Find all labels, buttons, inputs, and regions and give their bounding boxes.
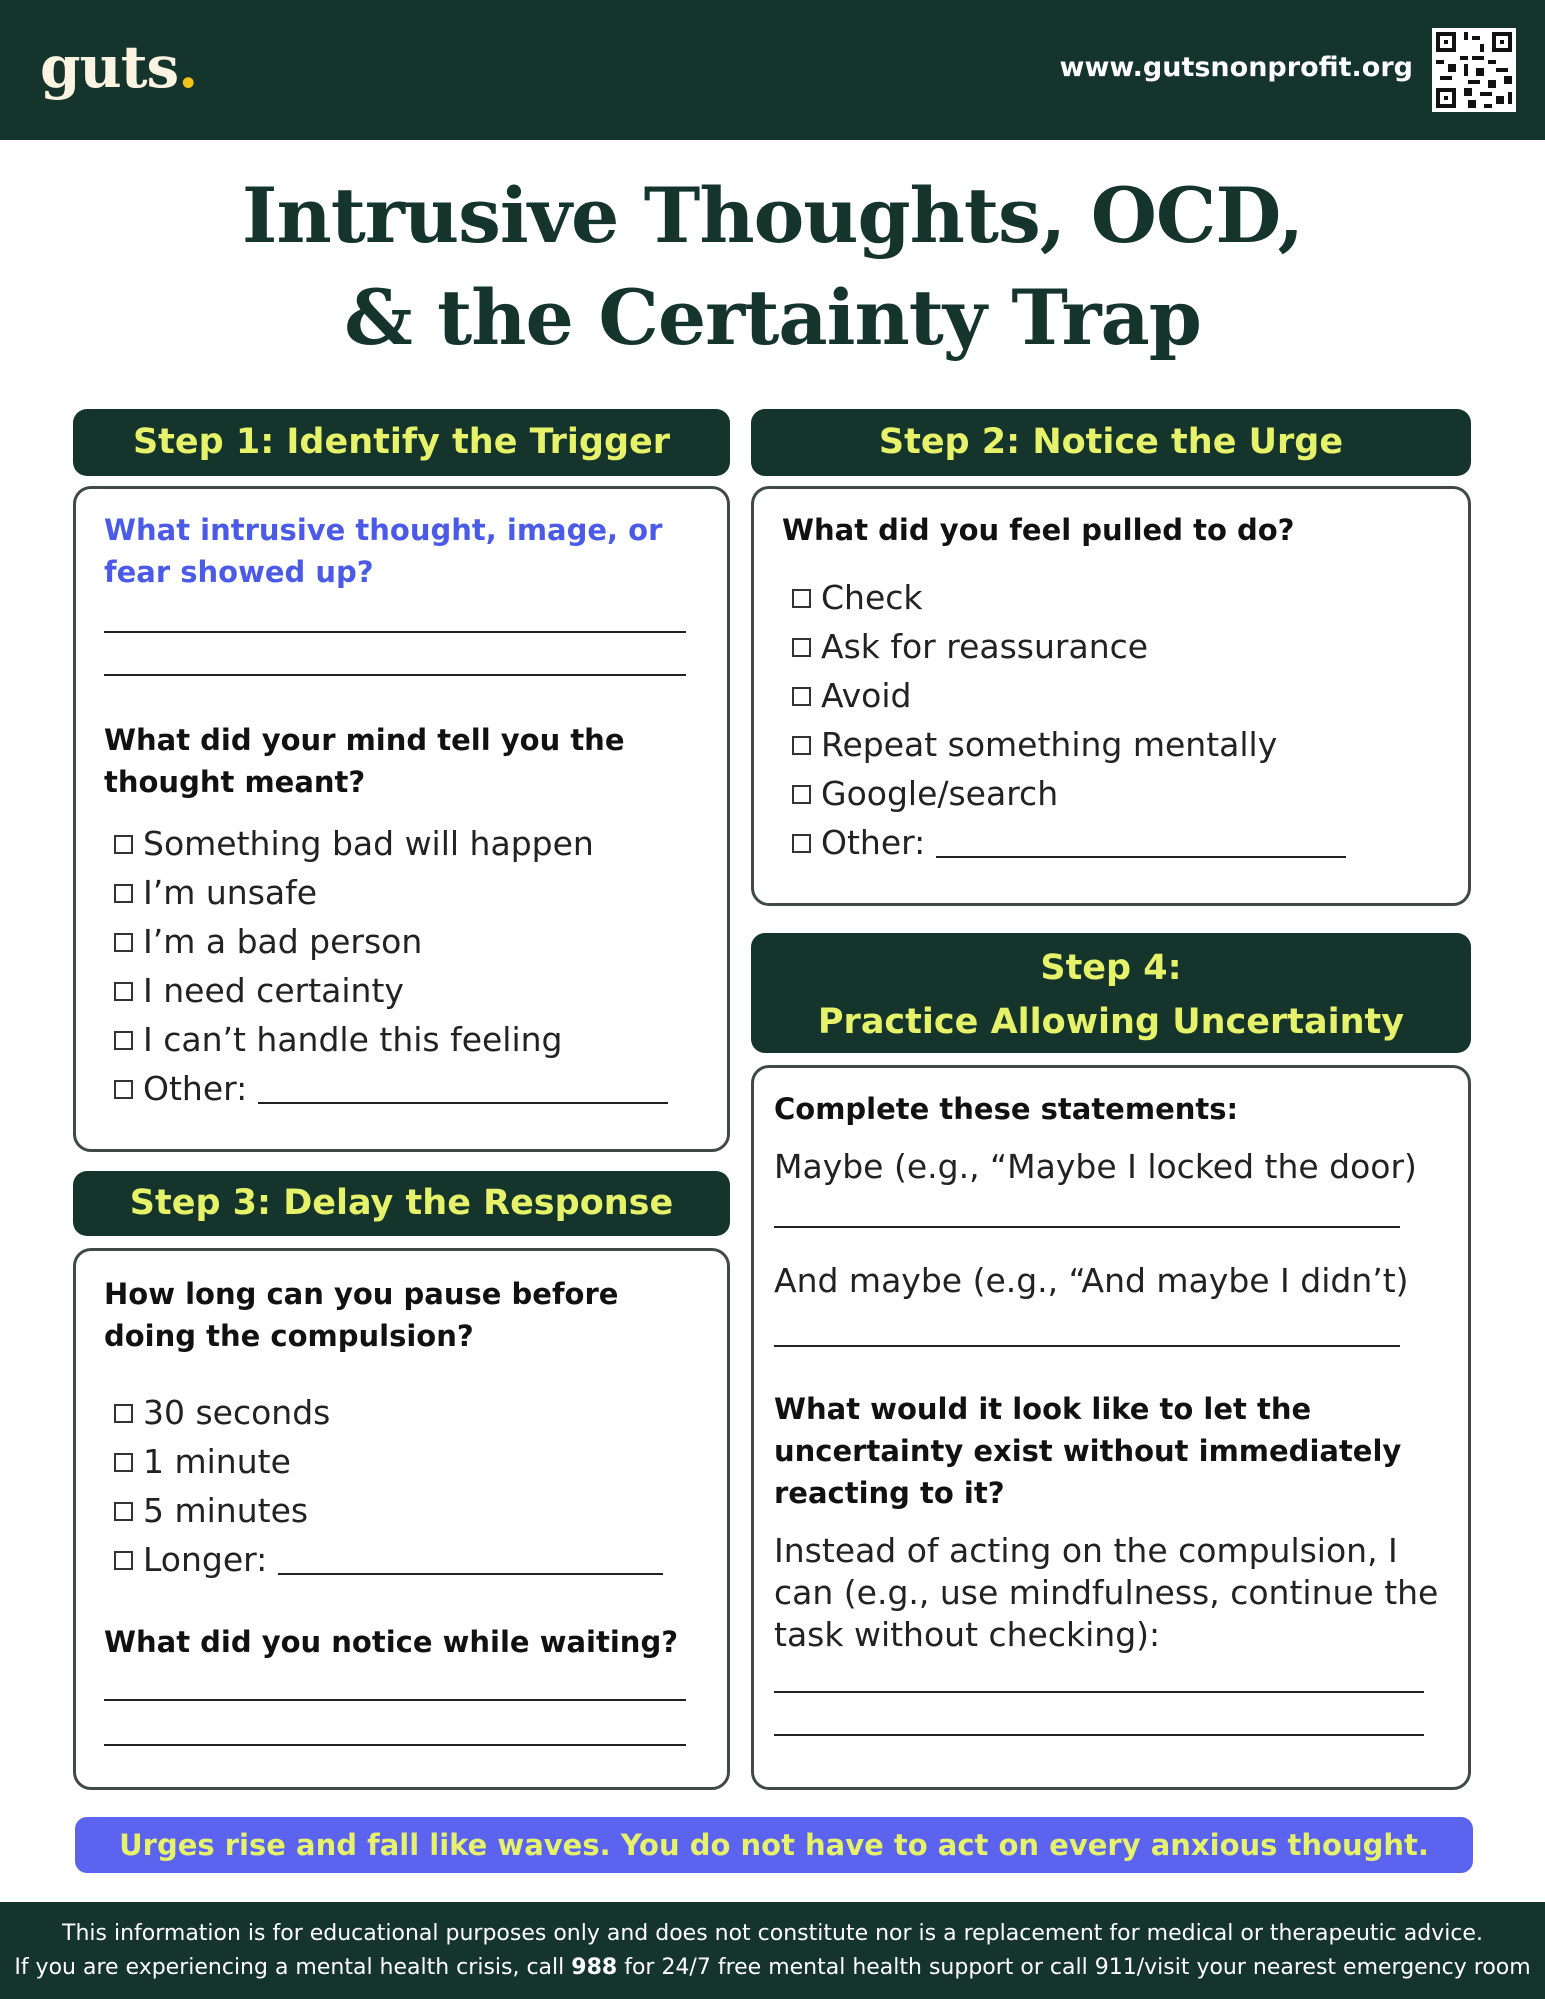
crisis-number[interactable]: 988 [571,1955,618,1980]
checkbox-option[interactable] [792,622,1148,671]
checkbox[interactable] [114,1502,133,1521]
option-label: Other: [143,1069,248,1108]
other-answer-line[interactable] [258,1074,668,1104]
option-label: Avoid [821,676,912,715]
step2-card [751,486,1471,906]
checkbox-option[interactable] [114,819,594,868]
step4-heading [751,933,1471,1053]
answer-line[interactable] [774,1734,1424,1736]
checkbox[interactable] [114,1031,133,1050]
step3-card [73,1248,730,1790]
step1-question-meaning: What did your mind tell you the thought meant? [104,723,625,799]
step4-question-uncertainty: What would it look like to let the uncertainty exist without immediately reacting to it? [774,1392,1402,1510]
answer-line[interactable] [104,631,686,633]
step1-heading: Step 1: Identify the Trigger [73,409,730,476]
checkbox-option[interactable] [114,1388,330,1437]
step2-question-urge: What did you feel pulled to do? [782,513,1295,547]
guts-logo [40,33,198,101]
checkbox[interactable] [114,1404,133,1423]
checkbox[interactable] [114,933,133,952]
checkbox[interactable] [792,785,811,804]
step4-heading-line1: Step 4: [1040,948,1182,988]
step4-statement-and-maybe: And maybe (e.g., “And maybe I didn’t) [774,1261,1409,1300]
step3-heading: Step 3: Delay the Response [73,1171,730,1236]
checkbox[interactable] [114,835,133,854]
option-label: 30 seconds [143,1393,331,1432]
page-title [0,165,1545,369]
title-line-1: Intrusive Thoughts, OCD, [241,171,1304,260]
option-label: 5 minutes [143,1491,309,1530]
logo-dot: . [178,33,198,101]
option-label: Longer: [143,1540,268,1579]
checkbox-option[interactable] [114,1437,291,1486]
checkbox-option[interactable] [114,1064,668,1113]
footer-line-2 [0,1951,1545,1985]
option-label: Google/search [821,774,1059,813]
checkbox[interactable] [792,834,811,853]
answer-line[interactable] [104,1744,686,1746]
option-label: Something bad will happen [143,824,594,863]
checkbox[interactable] [114,982,133,1001]
option-label: I need certainty [143,971,404,1010]
step1-card [73,486,730,1152]
checkbox-option[interactable] [114,1535,663,1584]
option-label: Ask for reassurance [821,627,1149,666]
checkbox[interactable] [114,884,133,903]
answer-line[interactable] [104,1699,686,1701]
answer-line[interactable] [774,1226,1400,1228]
other-answer-line[interactable] [278,1545,663,1575]
checkbox[interactable] [792,687,811,706]
answer-line[interactable] [774,1691,1424,1693]
option-label: I’m unsafe [143,873,318,912]
step1-question-trigger: What intrusive thought, image, or fear showed up? [104,513,663,589]
option-label: 1 minute [143,1442,291,1481]
checkbox[interactable] [114,1551,133,1570]
checkbox-option[interactable] [792,671,911,720]
checkbox-option[interactable] [114,917,422,966]
checkbox-option[interactable] [114,966,404,1015]
checkbox[interactable] [792,736,811,755]
waves-banner: Urges rise and fall like waves. You do not have to act on every anxious thought. [75,1817,1473,1873]
header-bar [0,0,1545,140]
option-label: I’m a bad person [143,922,423,961]
step3-question-notice: What did you notice while waiting? [104,1625,679,1659]
checkbox-option[interactable] [792,818,1346,867]
step4-heading-line2: Practice Allowing Uncertainty [817,1002,1405,1042]
checkbox-option[interactable] [792,720,1277,769]
answer-line[interactable] [774,1345,1400,1347]
option-label: Repeat something mentally [821,725,1278,764]
step3-question-pause: How long can you pause before doing the compulsion? [104,1277,619,1353]
checkbox-option[interactable] [114,1486,308,1535]
step4-question-complete: Complete these statements: [774,1092,1239,1126]
title-line-2: & the Certainty Trap [344,273,1201,362]
footer-disclaimer [0,1902,1545,1999]
option-label: Other: [821,823,926,862]
website-link[interactable]: www.gutsnonprofit.org [1059,52,1413,83]
option-label: I can’t handle this feeling [143,1020,563,1059]
footer-line-2a: If you are experiencing a mental health crisis, call [14,1955,572,1980]
checkbox[interactable] [792,589,811,608]
footer-line-1: This information is for educational purposes only and does not constitute nor is a replacement for medical or therapeutic advice. [62,1921,1483,1946]
logo-text: guts [40,33,179,101]
checkbox-option[interactable] [114,868,317,917]
checkbox[interactable] [114,1080,133,1099]
step4-statement-instead: Instead of acting on the compulsion, I can (e.g., use mindfulness, continue the task without checking): [774,1531,1439,1654]
answer-line[interactable] [104,674,686,676]
checkbox[interactable] [114,1453,133,1472]
step4-card [751,1065,1471,1790]
checkbox-option[interactable] [792,769,1058,818]
footer-line-2b: for 24/7 free mental health support or call 911/visit your nearest emergency room [617,1955,1531,1980]
step4-statement-maybe: Maybe (e.g., “Maybe I locked the door) [774,1147,1417,1186]
other-answer-line[interactable] [936,828,1346,858]
checkbox-option[interactable] [114,1015,563,1064]
option-label: Check [821,578,923,617]
checkbox-option[interactable] [792,573,923,622]
step2-heading: Step 2: Notice the Urge [751,409,1471,476]
qr-code-icon [1432,28,1516,112]
checkbox[interactable] [792,638,811,657]
